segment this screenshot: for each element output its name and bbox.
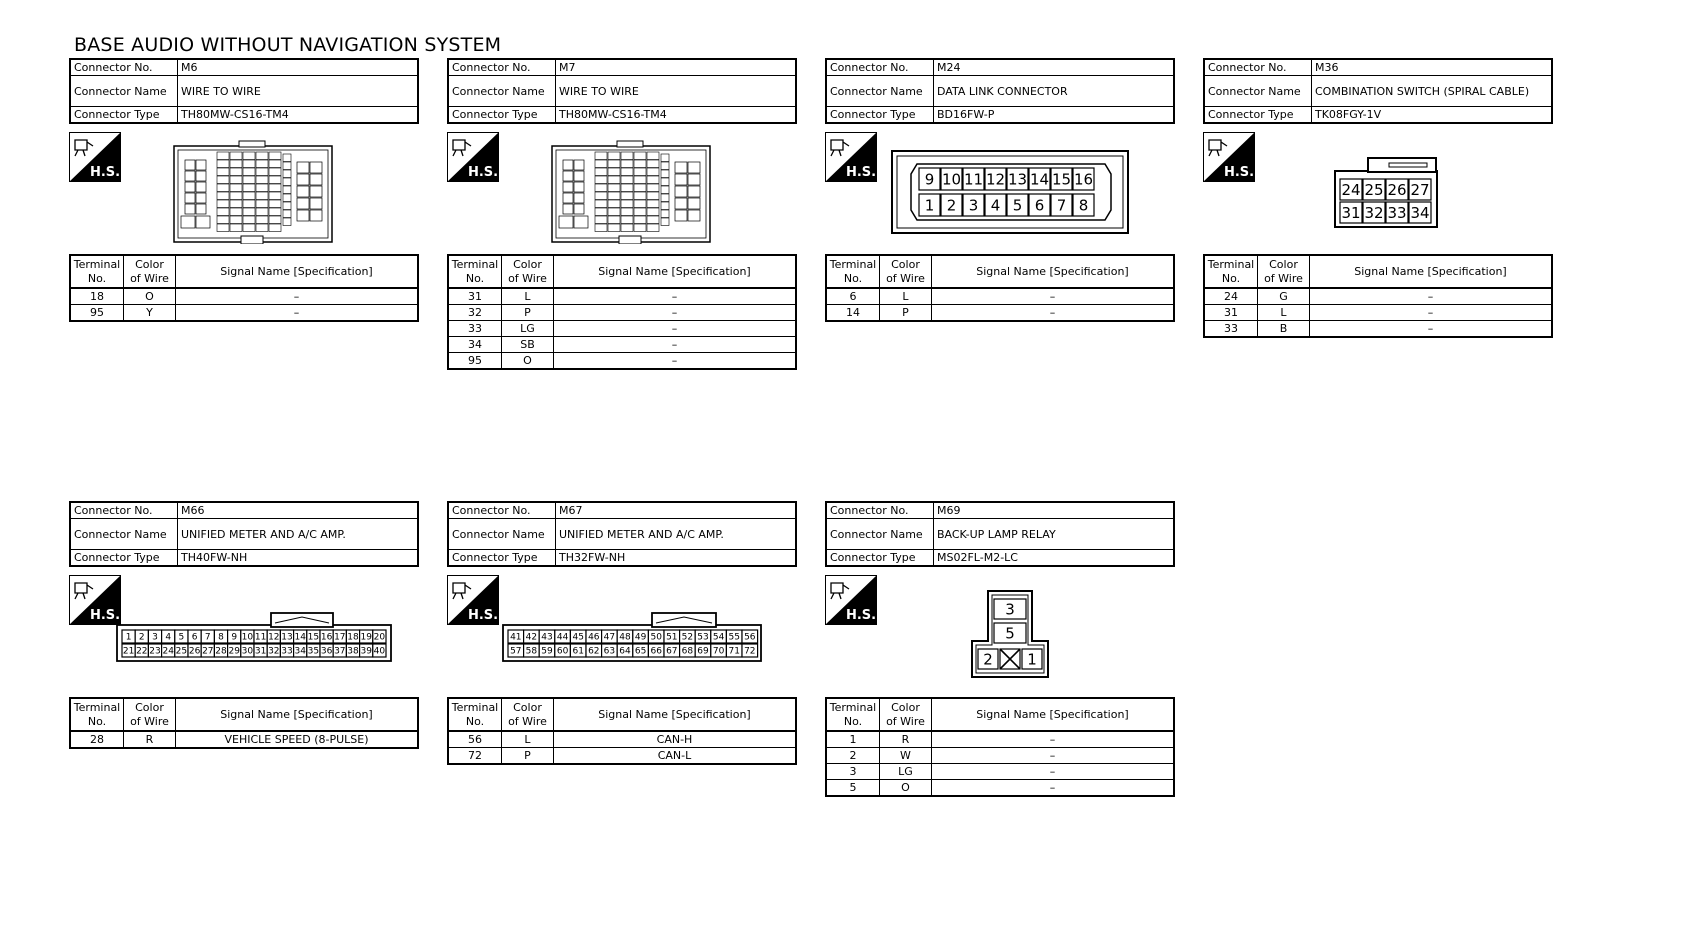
color-header: Color of Wire bbox=[502, 255, 554, 288]
color-header: Color of Wire bbox=[502, 698, 554, 731]
wire-color: P bbox=[502, 748, 554, 765]
connector-strip-face bbox=[116, 611, 392, 663]
connector-no-label: Connector No. bbox=[1204, 59, 1312, 76]
connector-name-label: Connector Name bbox=[70, 519, 178, 550]
hs-label: H.S. bbox=[89, 165, 121, 180]
terminal-row bbox=[448, 321, 796, 337]
signal-header: Signal Name [Specification] bbox=[554, 698, 797, 731]
pin-label: 65 bbox=[634, 646, 647, 657]
connector-type-label: Connector Type bbox=[826, 550, 934, 567]
terminal-no: 14 bbox=[826, 305, 880, 322]
pin-label: 8 bbox=[1078, 196, 1089, 215]
signal-header: Signal Name [Specification] bbox=[932, 255, 1175, 288]
wire-color: G bbox=[1258, 288, 1310, 305]
connector-name-label: Connector Name bbox=[448, 519, 556, 550]
connector-info-table bbox=[825, 501, 1175, 567]
connector-type: TH80MW-CS16-TM4 bbox=[178, 107, 419, 124]
connector-name-label: Connector Name bbox=[826, 519, 934, 550]
connector-type: MS02FL-M2-LC bbox=[934, 550, 1175, 567]
connector-name: COMBINATION SWITCH (SPIRAL CABLE) bbox=[1312, 76, 1553, 107]
terminal-header: Terminal No. bbox=[448, 255, 502, 288]
terminal-no: 56 bbox=[448, 731, 502, 748]
pin-label: 52 bbox=[681, 632, 694, 643]
connector-name: WIRE TO WIRE bbox=[178, 76, 419, 107]
pin-label: 22 bbox=[136, 646, 148, 657]
pin-label: 25 bbox=[1364, 180, 1384, 199]
pin-label: 54 bbox=[712, 632, 725, 643]
wire-color: LG bbox=[502, 321, 554, 337]
terminal-header: Terminal No. bbox=[448, 698, 502, 731]
signal-name: – bbox=[1310, 305, 1553, 321]
pin-label: 33 bbox=[281, 646, 293, 657]
pin-label: 14 bbox=[1029, 170, 1050, 189]
terminal-no: 32 bbox=[448, 305, 502, 321]
signal-table bbox=[447, 254, 797, 370]
connector-type: TH32FW-NH bbox=[556, 550, 797, 567]
signal-name: – bbox=[176, 305, 419, 322]
pin-label: 20 bbox=[373, 632, 386, 643]
pin-label: 68 bbox=[681, 646, 694, 657]
connector-info-table bbox=[69, 58, 419, 124]
color-header: Color of Wire bbox=[880, 698, 932, 731]
connector-no: M36 bbox=[1312, 59, 1553, 76]
signal-header: Signal Name [Specification] bbox=[932, 698, 1175, 731]
connector-info-table bbox=[447, 501, 797, 567]
signal-name: – bbox=[1310, 288, 1553, 305]
pin-label: 13 bbox=[1007, 170, 1028, 189]
connector-type: TH80MW-CS16-TM4 bbox=[556, 107, 797, 124]
connector-m69-face bbox=[970, 589, 1052, 681]
hs-label: H.S. bbox=[89, 608, 121, 623]
connector-info-table bbox=[825, 58, 1175, 124]
terminal-no: 24 bbox=[1204, 288, 1258, 305]
pin-label: 27 bbox=[202, 646, 214, 657]
connector-name-label: Connector Name bbox=[70, 76, 178, 107]
pin-label: 51 bbox=[666, 632, 678, 643]
pin-label: 15 bbox=[1051, 170, 1072, 189]
connector-no-label: Connector No. bbox=[826, 502, 934, 519]
color-header: Color of Wire bbox=[124, 255, 176, 288]
wire-color: L bbox=[502, 288, 554, 305]
pin-label: 36 bbox=[320, 646, 333, 657]
signal-header: Signal Name [Specification] bbox=[176, 698, 419, 731]
terminal-row bbox=[826, 731, 1174, 748]
wire-color: SB bbox=[502, 337, 554, 353]
harness-side-icon bbox=[825, 132, 877, 182]
pin-label: 50 bbox=[650, 632, 662, 643]
pin-label: 40 bbox=[373, 646, 386, 657]
pin-label: 70 bbox=[712, 646, 725, 657]
terminal-row bbox=[826, 288, 1174, 305]
wire-color: R bbox=[880, 731, 932, 748]
connector-no: M24 bbox=[934, 59, 1175, 76]
terminal-row bbox=[826, 764, 1174, 780]
pin-label: 5 bbox=[1012, 196, 1023, 215]
connector-info-table bbox=[447, 58, 797, 124]
pin-label: 41 bbox=[510, 632, 522, 643]
page-title: BASE AUDIO WITHOUT NAVIGATION SYSTEM bbox=[74, 34, 502, 56]
connector-block bbox=[69, 58, 419, 319]
pin-label: 10 bbox=[941, 170, 962, 189]
connector-info-table bbox=[69, 501, 419, 567]
pin-label: 3 bbox=[1005, 600, 1015, 619]
connector-info-table bbox=[1203, 58, 1553, 124]
pin-label: 35 bbox=[307, 646, 320, 657]
signal-name: – bbox=[554, 337, 797, 353]
wire-color: P bbox=[502, 305, 554, 321]
pin-label: 61 bbox=[572, 646, 584, 657]
pin-label: 5 bbox=[178, 632, 185, 643]
connector-m24-face bbox=[891, 150, 1131, 236]
pin-label: 30 bbox=[241, 646, 254, 657]
pin-label: 12 bbox=[985, 170, 1006, 189]
terminal-no: 3 bbox=[826, 764, 880, 780]
pin-label: 67 bbox=[666, 646, 678, 657]
hs-label: H.S. bbox=[1223, 165, 1255, 180]
terminal-row bbox=[448, 748, 796, 765]
hs-label: H.S. bbox=[845, 608, 877, 623]
pin-label: 3 bbox=[152, 632, 158, 643]
signal-table bbox=[1203, 254, 1553, 338]
harness-side-icon bbox=[447, 132, 499, 182]
connector-name: UNIFIED METER AND A/C AMP. bbox=[556, 519, 797, 550]
pin-label: 62 bbox=[588, 646, 600, 657]
pin-label: 3 bbox=[968, 196, 979, 215]
pin-label: 29 bbox=[228, 646, 240, 657]
pin-label: 39 bbox=[360, 646, 372, 657]
pin-label: 17 bbox=[334, 632, 346, 643]
color-header: Color of Wire bbox=[1258, 255, 1310, 288]
terminal-row bbox=[448, 337, 796, 353]
terminal-no: 95 bbox=[448, 353, 502, 370]
pin-label: 24 bbox=[1341, 180, 1361, 199]
connector-name-label: Connector Name bbox=[448, 76, 556, 107]
pin-label: 43 bbox=[541, 632, 553, 643]
pin-label: 2 bbox=[138, 632, 145, 643]
pin-label: 53 bbox=[697, 632, 709, 643]
pin-label: 6 bbox=[191, 632, 198, 643]
signal-table bbox=[69, 697, 419, 749]
signal-table bbox=[825, 697, 1175, 797]
pin-label: 48 bbox=[619, 632, 631, 643]
connector-no-label: Connector No. bbox=[448, 502, 556, 519]
connector-name: DATA LINK CONNECTOR bbox=[934, 76, 1175, 107]
terminal-no: 18 bbox=[70, 288, 124, 305]
wire-color: O bbox=[124, 288, 176, 305]
wire-color: P bbox=[880, 305, 932, 322]
hs-label: H.S. bbox=[845, 165, 877, 180]
signal-name: CAN-H bbox=[554, 731, 797, 748]
connector-type-label: Connector Type bbox=[1204, 107, 1312, 124]
connector-m-face bbox=[551, 140, 713, 244]
connector-no-label: Connector No. bbox=[826, 59, 934, 76]
signal-name: – bbox=[932, 780, 1175, 797]
signal-name: – bbox=[1310, 321, 1553, 338]
signal-name: – bbox=[554, 353, 797, 370]
pin-label: 19 bbox=[360, 632, 372, 643]
wire-color: W bbox=[880, 748, 932, 764]
terminal-row bbox=[1204, 288, 1552, 305]
signal-table bbox=[447, 697, 797, 765]
pin-label: 69 bbox=[697, 646, 709, 657]
pin-label: 59 bbox=[541, 646, 553, 657]
wire-color: O bbox=[502, 353, 554, 370]
pin-label: 32 bbox=[1364, 203, 1384, 222]
pin-label: 27 bbox=[1410, 180, 1430, 199]
pin-label: 46 bbox=[588, 632, 600, 643]
pin-label: 31 bbox=[254, 646, 267, 657]
pin-label: 34 bbox=[1410, 203, 1430, 222]
pin-label: 60 bbox=[556, 646, 569, 657]
pin-label: 28 bbox=[215, 646, 227, 657]
color-header: Color of Wire bbox=[880, 255, 932, 288]
terminal-no: 28 bbox=[70, 731, 124, 748]
terminal-header: Terminal No. bbox=[70, 255, 124, 288]
terminal-header: Terminal No. bbox=[826, 698, 880, 731]
pin-label: 12 bbox=[268, 632, 280, 643]
harness-side-icon bbox=[69, 132, 121, 182]
wire-color: B bbox=[1258, 321, 1310, 338]
pin-label: 6 bbox=[1034, 196, 1045, 215]
color-header: Color of Wire bbox=[124, 698, 176, 731]
pin-label: 42 bbox=[525, 632, 538, 643]
pin-label: 32 bbox=[268, 646, 280, 657]
pin-label: 21 bbox=[122, 646, 135, 657]
wire-color: L bbox=[880, 288, 932, 305]
terminal-row bbox=[70, 305, 418, 322]
signal-name: CAN-L bbox=[554, 748, 797, 765]
pin-label: 2 bbox=[946, 196, 957, 215]
signal-name: VEHICLE SPEED (8-PULSE) bbox=[176, 731, 419, 748]
connector-block bbox=[447, 58, 797, 367]
pin-label: 64 bbox=[619, 646, 631, 657]
harness-side-icon bbox=[447, 575, 499, 625]
pin-label: 1 bbox=[125, 632, 132, 643]
pin-label: 9 bbox=[924, 170, 935, 189]
signal-table bbox=[69, 254, 419, 322]
connector-type-label: Connector Type bbox=[448, 550, 556, 567]
connector-no: M67 bbox=[556, 502, 797, 519]
terminal-row bbox=[448, 731, 796, 748]
pin-label: 25 bbox=[175, 646, 188, 657]
terminal-row bbox=[1204, 305, 1552, 321]
signal-name: – bbox=[932, 748, 1175, 764]
connector-name: BACK-UP LAMP RELAY bbox=[934, 519, 1175, 550]
terminal-no: 2 bbox=[826, 748, 880, 764]
pin-label: 8 bbox=[218, 632, 224, 643]
connector-type: TH40FW-NH bbox=[178, 550, 419, 567]
connector-no-label: Connector No. bbox=[70, 502, 178, 519]
pin-label: 11 bbox=[963, 170, 984, 189]
pin-label: 11 bbox=[254, 632, 267, 643]
pin-label: 1 bbox=[924, 196, 935, 215]
terminal-row bbox=[70, 288, 418, 305]
connector-m-face bbox=[173, 140, 335, 244]
connector-name-label: Connector Name bbox=[1204, 76, 1312, 107]
connector-block bbox=[1203, 58, 1553, 335]
connector-type-label: Connector Type bbox=[826, 107, 934, 124]
connector-block bbox=[825, 501, 1175, 794]
terminal-no: 72 bbox=[448, 748, 502, 765]
connector-no: M7 bbox=[556, 59, 797, 76]
pin-label: 18 bbox=[347, 632, 359, 643]
hs-label: H.S. bbox=[467, 165, 499, 180]
terminal-no: 95 bbox=[70, 305, 124, 322]
wire-color: Y bbox=[124, 305, 176, 322]
signal-name: – bbox=[554, 321, 797, 337]
connector-type: TK08FGY-1V bbox=[1312, 107, 1553, 124]
pin-label: 49 bbox=[634, 632, 647, 643]
terminal-row bbox=[448, 288, 796, 305]
pin-label: 58 bbox=[525, 646, 538, 657]
pin-label: 4 bbox=[165, 632, 172, 643]
harness-side-icon bbox=[825, 575, 877, 625]
pin-label: 66 bbox=[650, 646, 662, 657]
connector-type-label: Connector Type bbox=[70, 107, 178, 124]
pin-label: 71 bbox=[728, 646, 740, 657]
connector-no: M6 bbox=[178, 59, 419, 76]
signal-name: – bbox=[176, 288, 419, 305]
terminal-no: 31 bbox=[448, 288, 502, 305]
pin-label: 10 bbox=[241, 632, 254, 643]
pin-label: 4 bbox=[990, 196, 1001, 215]
terminal-no: 31 bbox=[1204, 305, 1258, 321]
pin-label: 33 bbox=[1387, 203, 1407, 222]
terminal-no: 33 bbox=[1204, 321, 1258, 338]
signal-name: – bbox=[932, 305, 1175, 322]
terminal-row bbox=[826, 305, 1174, 322]
pin-label: 37 bbox=[334, 646, 346, 657]
signal-name: – bbox=[554, 305, 797, 321]
connector-name-label: Connector Name bbox=[826, 76, 934, 107]
terminal-no: 5 bbox=[826, 780, 880, 797]
signal-header: Signal Name [Specification] bbox=[554, 255, 797, 288]
pin-label: 72 bbox=[744, 646, 756, 657]
terminal-no: 1 bbox=[826, 731, 880, 748]
signal-name: – bbox=[932, 288, 1175, 305]
pin-label: 9 bbox=[231, 632, 238, 643]
harness-side-icon bbox=[1203, 132, 1255, 182]
signal-table bbox=[825, 254, 1175, 322]
pin-label: 63 bbox=[603, 646, 616, 657]
pin-label: 38 bbox=[347, 646, 359, 657]
terminal-no: 6 bbox=[826, 288, 880, 305]
hs-label: H.S. bbox=[467, 608, 499, 623]
connector-name: WIRE TO WIRE bbox=[556, 76, 797, 107]
connector-no: M69 bbox=[934, 502, 1175, 519]
terminal-row bbox=[1204, 321, 1552, 338]
pin-label: 13 bbox=[281, 632, 293, 643]
signal-name: – bbox=[932, 764, 1175, 780]
terminal-header: Terminal No. bbox=[70, 698, 124, 731]
pin-label: 26 bbox=[1387, 180, 1407, 199]
connector-no-label: Connector No. bbox=[448, 59, 556, 76]
signal-name: – bbox=[554, 288, 797, 305]
pin-label: 7 bbox=[204, 632, 211, 643]
connector-type-label: Connector Type bbox=[70, 550, 178, 567]
pin-label: 56 bbox=[744, 632, 756, 643]
terminal-header: Terminal No. bbox=[826, 255, 880, 288]
wire-color: R bbox=[124, 731, 176, 748]
pin-label: 16 bbox=[320, 632, 333, 643]
pin-label: 26 bbox=[188, 646, 201, 657]
pin-label: 16 bbox=[1073, 170, 1094, 189]
terminal-row bbox=[70, 731, 418, 748]
wire-color: O bbox=[880, 780, 932, 797]
terminal-row bbox=[448, 353, 796, 370]
pin-label: 55 bbox=[728, 632, 740, 643]
connector-no: M66 bbox=[178, 502, 419, 519]
terminal-header: Terminal No. bbox=[1204, 255, 1258, 288]
pin-label: 44 bbox=[556, 632, 569, 643]
wire-color: L bbox=[502, 731, 554, 748]
pin-label: 31 bbox=[1341, 203, 1361, 222]
connector-m36-face bbox=[1334, 157, 1440, 229]
signal-header: Signal Name [Specification] bbox=[176, 255, 419, 288]
connector-no-label: Connector No. bbox=[70, 59, 178, 76]
connector-block bbox=[447, 501, 797, 762]
signal-name: – bbox=[932, 731, 1175, 748]
pin-label: 7 bbox=[1056, 196, 1067, 215]
signal-header: Signal Name [Specification] bbox=[1310, 255, 1553, 288]
connector-strip-face bbox=[502, 611, 762, 663]
pin-label: 5 bbox=[1005, 624, 1015, 643]
pin-label: 1 bbox=[1027, 650, 1037, 669]
pin-label: 23 bbox=[149, 646, 161, 657]
pin-label: 24 bbox=[162, 646, 174, 657]
terminal-row bbox=[826, 748, 1174, 764]
pin-label: 47 bbox=[603, 632, 616, 643]
harness-side-icon bbox=[69, 575, 121, 625]
wire-color: L bbox=[1258, 305, 1310, 321]
connector-block bbox=[69, 501, 419, 746]
terminal-row bbox=[448, 305, 796, 321]
connector-type: BD16FW-P bbox=[934, 107, 1175, 124]
terminal-no: 34 bbox=[448, 337, 502, 353]
pin-label: 2 bbox=[983, 650, 993, 669]
pin-label: 14 bbox=[294, 632, 306, 643]
pin-label: 15 bbox=[307, 632, 320, 643]
terminal-row bbox=[826, 780, 1174, 797]
connector-name: UNIFIED METER AND A/C AMP. bbox=[178, 519, 419, 550]
pin-label: 57 bbox=[510, 646, 522, 657]
connector-block bbox=[825, 58, 1175, 319]
connector-type-label: Connector Type bbox=[448, 107, 556, 124]
terminal-no: 33 bbox=[448, 321, 502, 337]
pin-label: 34 bbox=[294, 646, 306, 657]
wire-color: LG bbox=[880, 764, 932, 780]
pin-label: 45 bbox=[572, 632, 584, 643]
